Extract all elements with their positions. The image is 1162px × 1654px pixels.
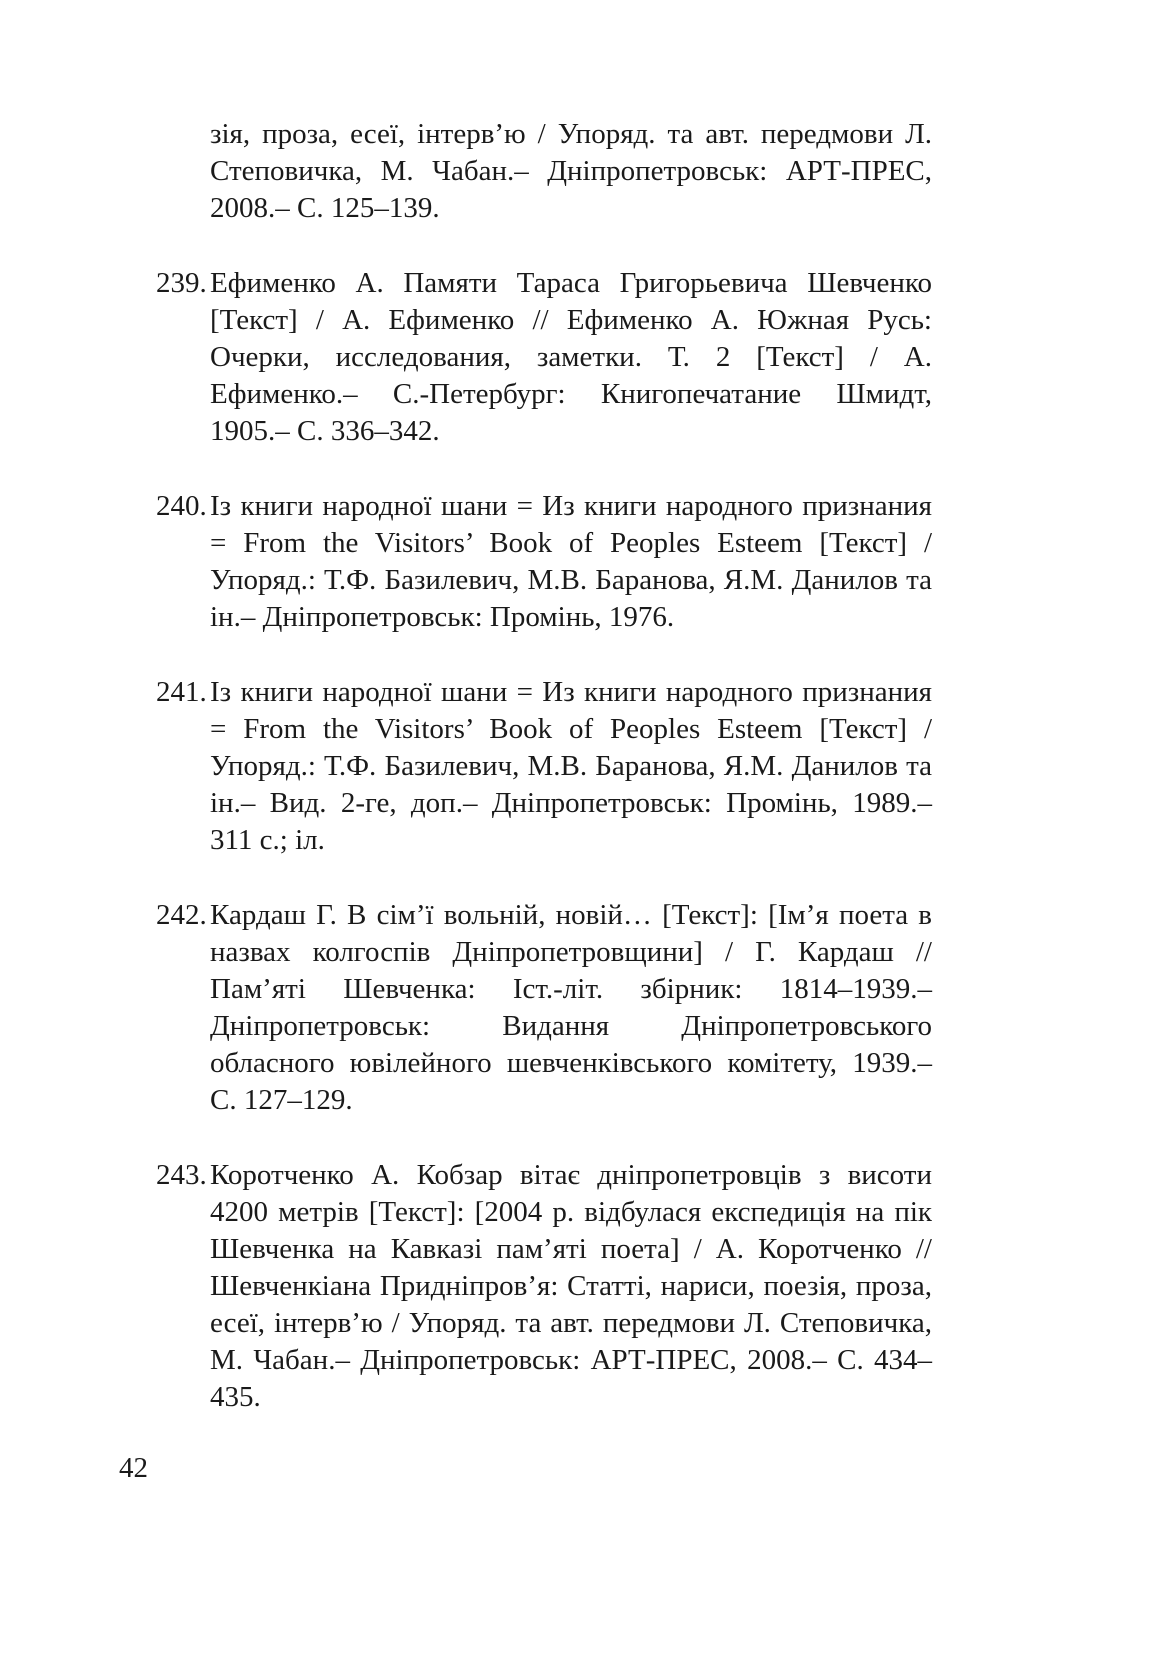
entry-text: Кардаш Г. В сім’ї вольній, новій… [Текст]: [Ім’я поета в назвах колгоспів Дніпропетровщини] / Г. Кардаш // Пам’яті Шевченка: Іст.-літ. збірник: 1814–1939.– Дніпропетровськ: Видання Дніпропетровського обласного ювілейного шевченківського комітету, 1939.– С. 127–129. xyxy=(210,899,932,1116)
entry-text: зія, проза, есеї, інтерв’ю / Упоряд. та авт. передмови Л. Степовичка, М. Чабан.– Дніпропетровськ: АРТ-ПРЕС, 2008.– С. 125–139. xyxy=(210,118,932,224)
entry-continuation xyxy=(156,116,932,227)
bibliography-list xyxy=(156,116,932,1454)
entry-number: 242. xyxy=(156,899,207,931)
entry-number: 243. xyxy=(156,1159,207,1191)
bibliography-entry-239 xyxy=(156,265,932,450)
bibliography-entry-243 xyxy=(156,1157,932,1416)
entry-text: Із книги народної шани = Из книги народного признания = From the Visitors’ Book of Peoples Esteem [Текст] / Упоряд.: Т.Ф. Базилевич, М.В. Баранова, Я.М. Данилов та ін.– Дніпропетровськ: Промінь, 1976. xyxy=(210,490,932,633)
bibliography-entry-240 xyxy=(156,488,932,636)
bibliography-entry-242 xyxy=(156,897,932,1119)
bibliography-entry-241 xyxy=(156,674,932,859)
entry-text: Ефименко А. Памяти Тараса Григорьевича Шевченко [Текст] / А. Ефименко // Ефименко А. Южная Русь: Очерки, исследования, заметки. Т. 2 [Текст] / А. Ефименко.– С.-Петербург: Книгопечатание Шмидт, 1905.– С. 336–342. xyxy=(210,267,932,447)
page-number: 42 xyxy=(119,1452,148,1484)
entry-text: Із книги народної шани = Из книги народного признания = From the Visitors’ Book of Peoples Esteem [Текст] / Упоряд.: Т.Ф. Базилевич, М.В. Баранова, Я.М. Данилов та ін.– Вид. 2-ге, доп.– Дніпропетровськ: Промінь, 1989.– 311 с.; іл. xyxy=(210,676,932,856)
entry-number: 239. xyxy=(156,267,207,299)
entry-number: 240. xyxy=(156,490,207,522)
entry-text: Коротченко А. Кобзар вітає дніпропетровців з висоти 4200 метрів [Текст]: [2004 р. відбулася експедиція на пік Шевченка на Кавказі пам’яті поета] / А. Коротченко // Шевченкіана Придніпров’я: Статті, нариси, поезія, проза, есеї, інтерв’ю / Упоряд. та авт. передмови Л. Степовичка, М. Чабан.– Дніпропетровськ: АРТ-ПРЕС, 2008.– С. 434–435. xyxy=(210,1159,932,1413)
entry-number: 241. xyxy=(156,676,207,708)
